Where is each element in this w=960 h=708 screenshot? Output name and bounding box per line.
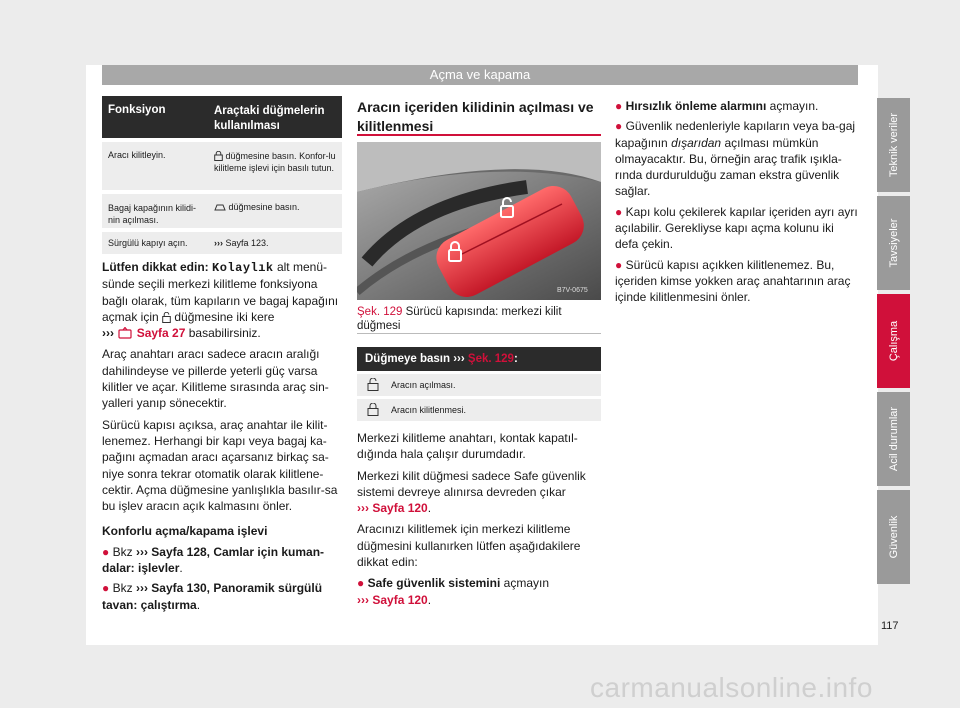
- figure-label: Şek. 129: [357, 306, 403, 318]
- paragraph-text: Merkezi kilit düğmesi sadece Safe güvenlik sistemi devreye alınırsa devreden çıkar: [357, 468, 586, 499]
- tab-label: Acil durumlar: [887, 406, 900, 472]
- tab-acil-durumlar[interactable]: [877, 392, 910, 486]
- lock-icon: [214, 151, 223, 161]
- function-table-header: [102, 96, 342, 138]
- table-row: [102, 142, 342, 190]
- paragraph: Merkezi kilitleme anahtarı, kontak kapatıl-dığında hala çalışır durumdadır.: [357, 431, 578, 462]
- table-row: [357, 399, 601, 421]
- tab-label: Çalışma: [887, 320, 900, 362]
- bullet-item: ● Bkz ››› Sayfa 130, Panoramik sürgülü tavan: çalıştırma.: [102, 581, 323, 612]
- page-ref-link[interactable]: Sayfa 120: [372, 592, 428, 607]
- bullet-item: [615, 257, 860, 306]
- door-panel-figure: [357, 142, 601, 300]
- unlock-icon: [367, 378, 379, 391]
- paragraph: Sürücü kapısı açıksa, araç anahtar ile kilit-lenemez. Herhangi bir kapı veya bagaj ka-pağını açmadan aracı açarsanız birkaç sa-niye sonra tekrar otomatik olarak kilitlene-cektir. Açma düğmesine yanlışlıkla basılır-sa bu işlev aracın açık kalmasını önler.: [102, 417, 338, 514]
- section-heading: Aracın içeriden kilidinin açılması ve kilitlenmesi: [357, 99, 594, 134]
- table-cell-icon: [357, 378, 391, 393]
- paragraph: Araç anahtarı aracı sadece aracın aralığı dahilindeyse ve pillerde yeterli güç varsa kilitler ve açar. Kilitleme sırasında araç sin-yalleri yanıp sönecektir.: [102, 347, 329, 411]
- bullet-item: ● Bkz ››› Sayfa 128, Camlar için kuman-dalar: işlevler.: [102, 544, 325, 576]
- bullet-text: açılması mümkün olmayacaktır. Bu, örneğin araç trafik ışıkla-rında durdurulduğu zaman ekstra güvenlik sağlar.: [615, 135, 842, 199]
- note-text: alt menü-sünde seçili merkezi kilitleme fonksiyona bağlı olarak, tüm kapıların ve bagaj kapağını açmak için: [102, 260, 339, 324]
- trunk-icon: [214, 203, 226, 212]
- bullet-text: açmayın: [503, 576, 550, 591]
- header-buttons: Araçtaki düğmelerin kullanılması: [214, 105, 325, 132]
- bullet-item: [615, 98, 860, 114]
- table-cell-function: Sürgülü kapıyı açın.: [108, 238, 188, 248]
- bullet-text: Bkz: [112, 581, 133, 596]
- unlock-icon: [162, 312, 171, 323]
- table-cell-function: Aracı kilitleyin.: [108, 150, 166, 160]
- figure-code: B7V-0675: [557, 287, 588, 294]
- tab-calisma[interactable]: [877, 294, 910, 388]
- button-table: [357, 347, 601, 421]
- middle-text: [357, 430, 601, 608]
- tab-label: Tavsiyeler: [887, 218, 900, 268]
- action-text[interactable]: Sayfa 123.: [225, 238, 269, 248]
- button-table-header: Düğmeye basın ››› Şek. 129:: [357, 347, 601, 371]
- tab-guvenlik[interactable]: [877, 490, 910, 584]
- ref-arrow: ›››: [357, 501, 369, 516]
- note-paragraph: [102, 259, 342, 341]
- door-panel-image: [357, 142, 601, 300]
- page-number: 117: [881, 620, 899, 632]
- bullet-dot: ●: [357, 576, 365, 591]
- infotainment-icon: [117, 327, 133, 339]
- bullet-text: Güvenlik nedenleriyle kapıların veya ba-gaj kapağının: [615, 119, 856, 150]
- bullet-text: Kapı kolu çekilerek kapılar içeriden ayrı ayrı açılabilir. Gerekliyse kapı açma kolunu iki defa çekin.: [615, 204, 858, 252]
- table-cell-action: [208, 142, 342, 190]
- watermark: carmanualsonline.info: [590, 672, 873, 703]
- table-row: [102, 232, 342, 254]
- bullet-dot: ●: [615, 119, 623, 134]
- bullet-text: Sürücü kapısı açıkken kilitlenemez. Bu, içeriden kimse yokken araç anahtarının araç içinde kilitlenmesini önler.: [615, 257, 851, 305]
- action-text: düğmesine basın.: [228, 202, 300, 212]
- tab-teknik-veriler[interactable]: [877, 98, 910, 192]
- paragraph: Aracınızı kilitlemek için merkezi kilitleme düğmesini kullanırken lütfen aşağıdakilere dikkat edin:: [357, 522, 581, 570]
- action-text: düğmesine basın. Konfor-lu kilitleme işlevi için basılı tutun.: [214, 151, 336, 173]
- table-cell-action: [208, 232, 342, 254]
- table-row: [357, 374, 601, 396]
- bullet-dot: ●: [615, 99, 623, 113]
- ref-arrow: ›››: [357, 592, 369, 607]
- note-label: Lütfen dikkat edin:: [102, 260, 209, 274]
- left-text: [102, 259, 342, 613]
- paragraph: Merkezi kilit düğmesi sadece Safe güvenlik sistemi devreye alınırsa devreden çıkar ››› Sayfa 120.: [357, 468, 586, 516]
- page-ref-link[interactable]: Sayfa 27: [136, 326, 186, 341]
- table-cell-text: Aracın açılması.: [391, 380, 456, 390]
- ref-arrow: ›››: [102, 326, 114, 341]
- note-text: düğmesine iki kere: [174, 309, 275, 324]
- bullet-bold-text: Safe güvenlik sistemini: [367, 576, 501, 591]
- note-text: basabilirsiniz.: [188, 326, 261, 341]
- page-header: Açma ve kapama: [102, 65, 858, 85]
- page-ref-link[interactable]: Sayfa 130, Panoramik sürgülü tavan: çalıştırma: [102, 581, 323, 612]
- bullet-item: [615, 204, 860, 253]
- lock-icon: [367, 403, 379, 416]
- page-ref-link[interactable]: Sayfa 128, Camlar için kuman-dalar: işlevler: [102, 544, 325, 576]
- bullet-italic-text: dışarıdan: [671, 135, 722, 150]
- bullet-item: [615, 118, 860, 199]
- function-table: [102, 96, 342, 254]
- page-ref-link[interactable]: Sayfa 120: [372, 501, 428, 516]
- tab-label: Güvenlik: [887, 515, 900, 559]
- table-head-text: Düğmeye basın: [365, 353, 450, 365]
- bullet-dot: ●: [615, 257, 623, 272]
- bullet-text: açmayın.: [769, 99, 819, 113]
- bullet-dot: ●: [615, 204, 623, 219]
- bullet-item: ● Safe güvenlik sistemini açmayın ››› Sayfa 120.: [357, 576, 550, 607]
- table-cell-action: [208, 194, 342, 228]
- header-function: Fonksiyon: [108, 104, 166, 116]
- ref-arrow: ›››: [453, 353, 465, 365]
- bullet-dot: ●: [102, 581, 110, 596]
- bullet-bold-text: Hırsızlık önleme alarmını: [625, 99, 767, 113]
- figure-ref-link[interactable]: Şek. 129: [467, 353, 514, 365]
- heading-underline: [357, 134, 601, 136]
- subheading: Konforlu açma/kapama işlevi: [102, 524, 268, 539]
- menu-name: Kolaylık: [212, 261, 274, 275]
- bullet-text: Bkz: [112, 544, 133, 559]
- table-cell-text: Aracın kilitlenmesi.: [391, 405, 467, 415]
- bullet-dot: ●: [102, 544, 110, 559]
- tab-tavsiyeler[interactable]: [877, 196, 910, 290]
- ref-arrow: ›››: [135, 581, 148, 596]
- ref-arrow: ›››: [214, 238, 223, 248]
- figure-caption: [357, 305, 601, 333]
- tab-label: Teknik veriler: [887, 112, 900, 178]
- right-column: [615, 98, 860, 306]
- caption-text: Sürücü kapısında: merkezi kilit düğmesi: [357, 306, 562, 332]
- table-cell-function: Bagaj kapağının kilidi-nin açılması.: [108, 203, 197, 225]
- table-cell-icon: [357, 403, 391, 418]
- ref-arrow: ›››: [135, 544, 148, 559]
- table-row: [102, 194, 342, 228]
- divider: [357, 333, 601, 334]
